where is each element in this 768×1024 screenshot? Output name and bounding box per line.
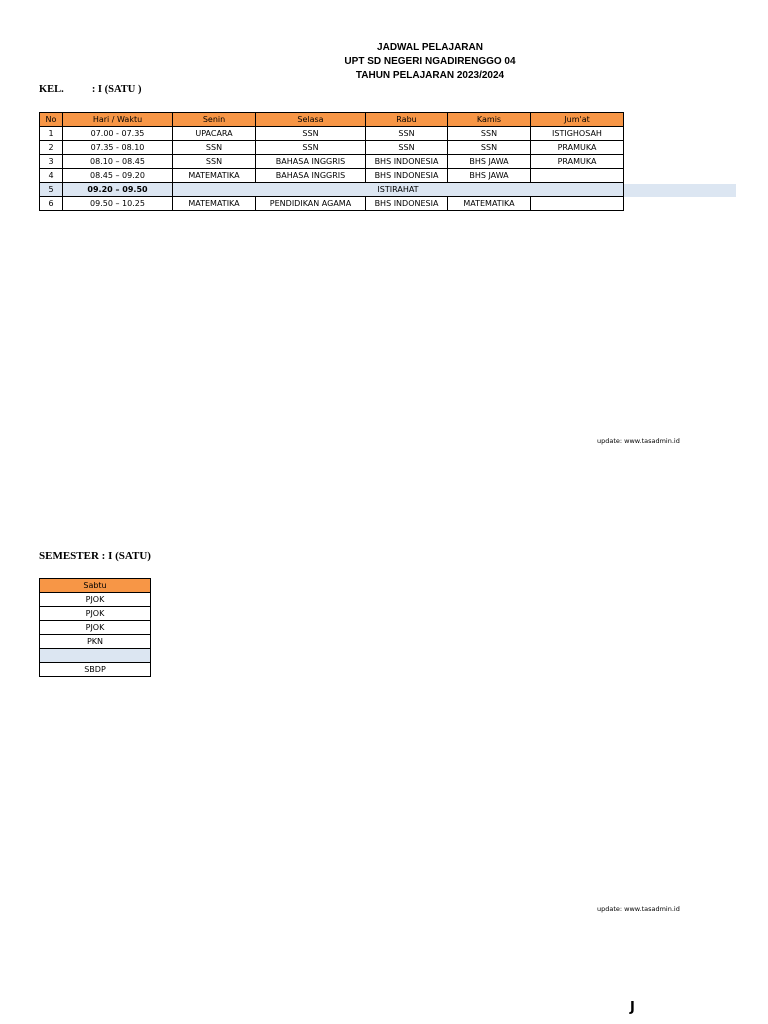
class-label-value: : I (SATU )	[91, 84, 142, 95]
col-header-sabtu: Sabtu	[40, 579, 151, 593]
table-row	[40, 607, 151, 621]
academic-year: TAHUN PELAJARAN 2023/2024	[355, 70, 505, 81]
sabtu-table	[39, 578, 151, 677]
table-cell: MATEMATIKA	[448, 197, 531, 211]
semester-label: SEMESTER : I (SATU)	[39, 550, 151, 562]
schedule-table	[39, 112, 624, 211]
table-cell: BAHASA INGGRIS	[256, 169, 366, 183]
table-row	[40, 197, 624, 211]
table-cell: SSN	[448, 141, 531, 155]
table-cell: BHS INDONESIA	[366, 155, 448, 169]
table-row	[40, 593, 151, 607]
col-header-no: No	[40, 113, 63, 127]
school-name: UPT SD NEGERI NGADIRENGGO 04	[344, 56, 516, 67]
col-header-jumat: Jum'at	[531, 113, 624, 127]
class-label	[39, 84, 142, 95]
table-cell: BHS JAWA	[448, 155, 531, 169]
table-cell	[531, 197, 624, 211]
table-row	[40, 169, 624, 183]
footer-mark: J	[630, 1000, 635, 1015]
table-cell: BHS JAWA	[448, 169, 531, 183]
break-row-no: 5	[40, 183, 63, 197]
table-row	[40, 621, 151, 635]
break-row-time: 09.20 – 09.50	[63, 183, 173, 197]
sabtu-header-row	[40, 579, 151, 593]
table-cell: MATEMATIKA	[173, 197, 256, 211]
table-cell: PRAMUKA	[531, 141, 624, 155]
table-cell: SSN	[448, 127, 531, 141]
table-row	[40, 141, 624, 155]
col-header-senin: Senin	[173, 113, 256, 127]
table-cell: SSN	[256, 141, 366, 155]
table-cell: 2	[40, 141, 63, 155]
table-cell: PJOK	[40, 607, 151, 621]
table-cell: PRAMUKA	[531, 155, 624, 169]
table-cell: SSN	[366, 127, 448, 141]
table-cell: 3	[40, 155, 63, 169]
table-cell: 6	[40, 197, 63, 211]
update-note: update: www.tasadmin.id	[597, 437, 680, 445]
table-cell: PJOK	[40, 621, 151, 635]
schedule-title-block	[330, 41, 530, 83]
table-cell: PKN	[40, 635, 151, 649]
table-cell: 08.10 – 08.45	[63, 155, 173, 169]
table-cell: ISTIGHOSAH	[531, 127, 624, 141]
table-cell: SSN	[173, 155, 256, 169]
table-row	[40, 155, 624, 169]
table-row	[40, 635, 151, 649]
table-cell: SSN	[366, 141, 448, 155]
table-cell: SBDP	[40, 663, 151, 677]
schedule-header-row	[40, 113, 624, 127]
table-row	[40, 663, 151, 677]
table-cell: SSN	[173, 141, 256, 155]
table-cell: SSN	[256, 127, 366, 141]
page-title: JADWAL PELAJARAN	[377, 42, 483, 53]
table-cell: PJOK	[40, 593, 151, 607]
table-cell: 07.00 - 07.35	[63, 127, 173, 141]
col-header-selasa: Selasa	[256, 113, 366, 127]
col-header-kamis: Kamis	[448, 113, 531, 127]
col-header-time: Hari / Waktu	[63, 113, 173, 127]
table-cell	[40, 649, 151, 663]
class-label-key: KEL.	[39, 84, 64, 95]
table-cell: 07.35 - 08.10	[63, 141, 173, 155]
table-cell: UPACARA	[173, 127, 256, 141]
table-cell: PENDIDIKAN AGAMA	[256, 197, 366, 211]
table-cell: MATEMATIKA	[173, 169, 256, 183]
table-cell: 08.45 – 09.20	[63, 169, 173, 183]
table-cell: BHS INDONESIA	[366, 197, 448, 211]
table-row	[40, 649, 151, 663]
col-header-rabu: Rabu	[366, 113, 448, 127]
break-row-label: ISTIRAHAT	[173, 183, 624, 197]
table-row	[40, 127, 624, 141]
table-cell: 4	[40, 169, 63, 183]
table-cell: 1	[40, 127, 63, 141]
update-note: update: www.tasadmin.id	[597, 905, 680, 913]
table-cell	[531, 169, 624, 183]
table-cell: BHS INDONESIA	[366, 169, 448, 183]
break-row	[40, 183, 624, 197]
table-cell: BAHASA INGGRIS	[256, 155, 366, 169]
table-cell: 09.50 – 10.25	[63, 197, 173, 211]
